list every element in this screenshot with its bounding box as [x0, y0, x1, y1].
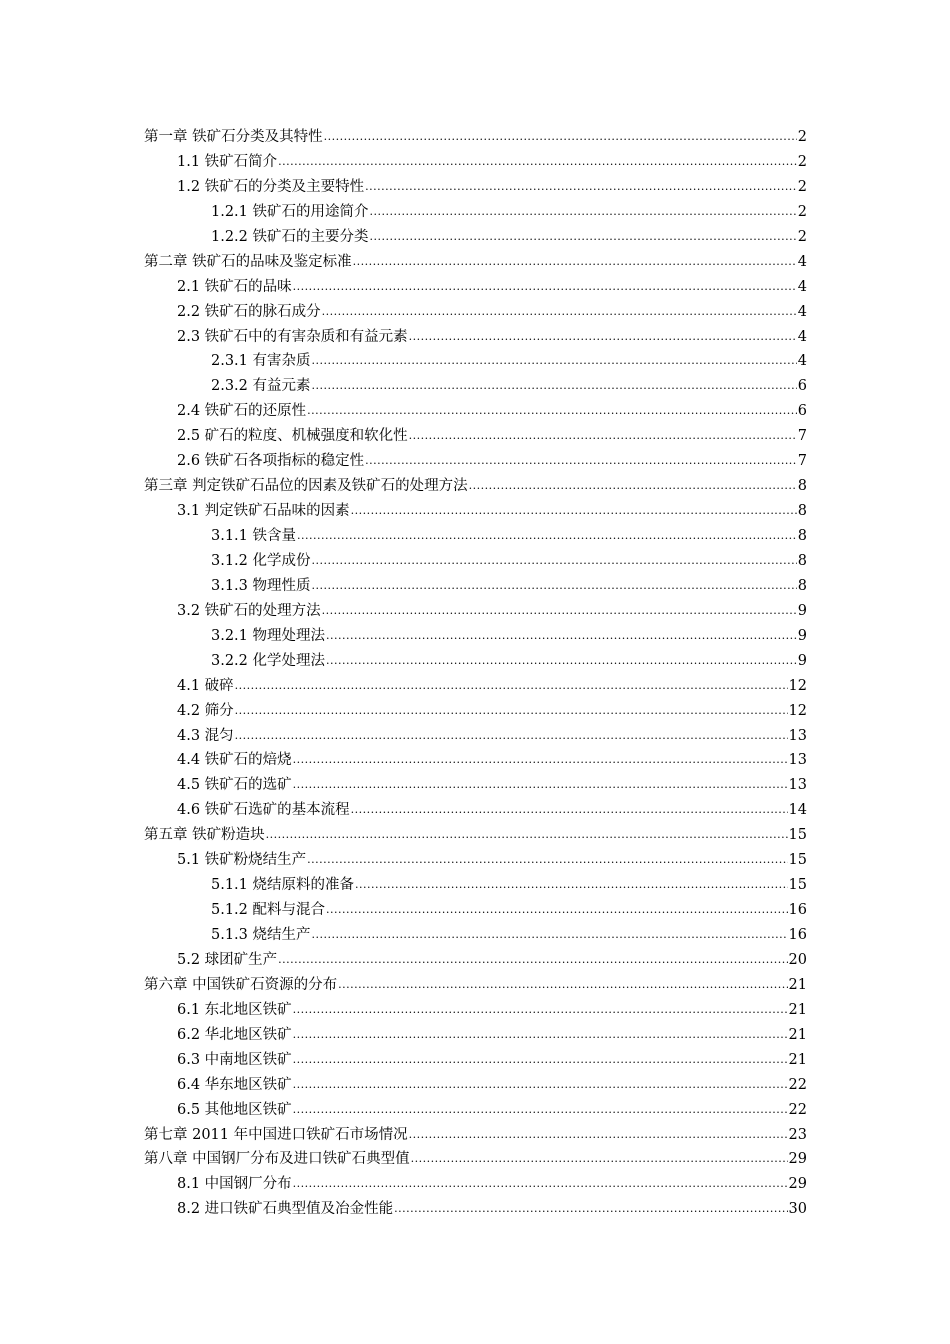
- toc-entry-title: 3.2 铁矿石的处理方法: [177, 602, 321, 619]
- toc-entry-page-number: 14: [788, 802, 807, 819]
- toc-dot-leader: [312, 373, 797, 399]
- toc-entry-page-number: 23: [788, 1126, 807, 1143]
- toc-entry[interactable]: [144, 948, 807, 973]
- toc-dot-leader: [235, 673, 788, 699]
- toc-entry[interactable]: [144, 699, 807, 724]
- toc-dot-leader: [266, 822, 788, 848]
- toc-entry[interactable]: [144, 574, 807, 599]
- toc-entry-page-number: 7: [797, 453, 807, 470]
- toc-entry-title: 5.1.3 烧结生产: [211, 927, 311, 943]
- toc-entry-title: 2.6 铁矿石各项指标的稳定性: [177, 453, 365, 470]
- toc-entry-title: 4.5 铁矿石的选矿: [177, 777, 292, 794]
- toc-entry-page-number: 6: [797, 378, 807, 395]
- toc-dot-leader: [293, 1097, 788, 1123]
- toc-entry-title: 8.1 中国钢厂分布: [177, 1176, 292, 1193]
- toc-entry-page-number: 21: [788, 976, 807, 993]
- toc-entry-title: 第三章 判定铁矿石品位的因素及铁矿石的处理方法: [144, 478, 468, 495]
- toc-entry[interactable]: [144, 1098, 807, 1123]
- toc-entry-page-number: 9: [797, 602, 807, 619]
- toc-entry[interactable]: [144, 1023, 807, 1048]
- toc-entry-title: 6.4 华东地区铁矿: [177, 1076, 292, 1093]
- toc-dot-leader: [293, 1171, 788, 1197]
- toc-entry-title: 3.2.1 物理处理法: [211, 627, 326, 644]
- toc-entry-page-number: 8: [797, 552, 807, 569]
- toc-entry[interactable]: [144, 823, 807, 848]
- toc-dot-leader: [278, 149, 797, 175]
- toc-entry-title: 3.1.2 化学成份: [211, 552, 311, 569]
- toc-entry[interactable]: [144, 474, 807, 499]
- toc-entry-page-number: 29: [788, 1151, 807, 1168]
- toc-entry-page-number: 13: [788, 777, 807, 794]
- toc-entry-page-number: 16: [788, 902, 807, 919]
- toc-entry-page-number: 2: [797, 153, 807, 170]
- toc-entry-title: 5.1 铁矿粉烧结生产: [177, 852, 307, 869]
- toc-entry-title: 2.2 铁矿石的脉石成分: [177, 303, 321, 320]
- toc-entry[interactable]: [144, 250, 807, 275]
- toc-entry-title: 5.1.2 配料与混合: [211, 902, 326, 919]
- toc-entry[interactable]: [144, 175, 807, 200]
- toc-dot-leader: [411, 1146, 788, 1172]
- toc-dot-leader: [293, 274, 797, 300]
- toc-dot-leader: [293, 772, 788, 798]
- toc-entry-page-number: 13: [788, 727, 807, 744]
- toc-entry[interactable]: [144, 798, 807, 823]
- toc-entry-page-number: 22: [788, 1076, 807, 1093]
- toc-entry-page-number: 15: [788, 877, 807, 894]
- toc-entry-title: 第一章 铁矿石分类及其特性: [144, 129, 323, 145]
- toc-entry[interactable]: [144, 125, 807, 150]
- toc-entry-page-number: 21: [788, 1026, 807, 1043]
- toc-entry-page-number: 15: [788, 827, 807, 844]
- toc-entry[interactable]: [144, 424, 807, 449]
- toc-entry-page-number: 8: [797, 503, 807, 520]
- toc-entry-title: 3.1.3 物理性质: [211, 577, 311, 594]
- toc-dot-leader: [312, 573, 797, 599]
- toc-entry-title: 8.2 进口铁矿石典型值及冶金性能: [177, 1201, 394, 1218]
- toc-entry[interactable]: [144, 275, 807, 300]
- toc-entry-title: 4.3 混匀: [177, 727, 234, 744]
- toc-entry-title: 2.1 铁矿石的品味: [177, 278, 292, 295]
- toc-dot-leader: [307, 847, 787, 873]
- toc-entry[interactable]: [144, 1048, 807, 1073]
- toc-entry-title: 第五章 铁矿粉造块: [144, 827, 265, 844]
- toc-entry[interactable]: [144, 923, 807, 948]
- toc-entry-page-number: 9: [797, 627, 807, 644]
- toc-entry[interactable]: [144, 499, 807, 524]
- toc-entry[interactable]: [144, 998, 807, 1023]
- toc-entry-page-number: 16: [788, 927, 807, 943]
- toc-entry-title: 6.5 其他地区铁矿: [177, 1101, 292, 1118]
- toc-dot-leader: [370, 224, 797, 250]
- toc-entry-title: 2.3.2 有益元素: [211, 378, 311, 395]
- toc-entry[interactable]: [144, 773, 807, 798]
- toc-entry[interactable]: [144, 674, 807, 699]
- toc-entry-title: 3.1.1 铁含量: [211, 528, 297, 544]
- toc-entry[interactable]: [144, 973, 807, 998]
- toc-entry[interactable]: [144, 724, 807, 749]
- toc-entry-title: 第六章 中国铁矿石资源的分布: [144, 976, 338, 993]
- toc-dot-leader: [469, 473, 797, 499]
- toc-dot-leader: [235, 723, 788, 749]
- toc-dot-leader: [409, 1122, 788, 1148]
- toc-entry-title: 4.6 铁矿石选矿的基本流程: [177, 802, 350, 819]
- toc-entry-page-number: 8: [797, 478, 807, 495]
- toc-entry-page-number: 13: [788, 752, 807, 769]
- toc-entry-title: 6.1 东北地区铁矿: [177, 1001, 292, 1018]
- toc-entry-page-number: 8: [797, 528, 807, 544]
- toc-entry[interactable]: [144, 374, 807, 399]
- toc-dot-leader: [235, 698, 788, 724]
- toc-entry-title: 2.4 铁矿石的还原性: [177, 403, 307, 420]
- toc-dot-leader: [326, 648, 797, 674]
- toc-entry-page-number: 4: [797, 353, 807, 370]
- toc-dot-leader: [351, 498, 797, 524]
- toc-entry[interactable]: [144, 599, 807, 624]
- toc-entry-title: 4.4 铁矿石的焙烧: [177, 752, 292, 769]
- toc-entry-page-number: 12: [788, 702, 807, 719]
- toc-entry-title: 6.3 中南地区铁矿: [177, 1051, 292, 1068]
- toc-entry-page-number: 2: [797, 228, 807, 245]
- toc-entry[interactable]: [144, 300, 807, 325]
- toc-entry-title: 3.1 判定铁矿石品味的因素: [177, 503, 350, 520]
- toc-entry-page-number: 4: [797, 278, 807, 295]
- toc-entry-page-number: 21: [788, 1001, 807, 1018]
- toc-dot-leader: [326, 623, 797, 649]
- toc-dot-leader: [353, 249, 797, 275]
- toc-entry-page-number: 20: [788, 951, 807, 968]
- toc-dot-leader: [324, 124, 797, 150]
- toc-entry[interactable]: [144, 624, 807, 649]
- toc-entry-page-number: 12: [788, 677, 807, 694]
- toc-entry-page-number: 30: [788, 1201, 807, 1218]
- toc-entry-page-number: 9: [797, 652, 807, 669]
- toc-entry[interactable]: [144, 449, 807, 474]
- toc-entry-title: 4.1 破碎: [177, 677, 234, 694]
- toc-dot-leader: [293, 1047, 788, 1073]
- toc-dot-leader: [293, 1072, 788, 1098]
- toc-entry-page-number: 2: [797, 178, 807, 195]
- toc-entry[interactable]: [144, 150, 807, 175]
- toc-dot-leader: [409, 423, 797, 449]
- toc-entry-title: 第二章 铁矿石的品味及鉴定标准: [144, 253, 352, 270]
- toc-dot-leader: [365, 448, 797, 474]
- toc-dot-leader: [297, 523, 797, 549]
- toc-entry[interactable]: [144, 1147, 807, 1172]
- toc-entry-title: 第八章 中国钢厂分布及进口铁矿石典型值: [144, 1151, 410, 1168]
- toc-entry[interactable]: [144, 200, 807, 225]
- toc-entry[interactable]: [144, 349, 807, 374]
- toc-entry[interactable]: [144, 848, 807, 873]
- toc-entry-title: 3.2.2 化学处理法: [211, 652, 326, 669]
- toc-entry-title: 2.3.1 有害杂质: [211, 353, 311, 370]
- toc-entry-page-number: 4: [797, 253, 807, 270]
- toc-entry[interactable]: [144, 399, 807, 424]
- toc-entry-title: 第七章 2011 年中国进口铁矿石市场情况: [144, 1126, 408, 1143]
- toc-entry-title: 1.2.2 铁矿石的主要分类: [211, 228, 369, 245]
- toc-entry-page-number: 7: [797, 428, 807, 445]
- toc-entry-title: 2.5 矿石的粒度、机械强度和软化性: [177, 428, 408, 445]
- toc-entry-title: 5.1.1 烧结原料的准备: [211, 877, 355, 894]
- toc-entry[interactable]: [144, 649, 807, 674]
- toc-entry[interactable]: [144, 898, 807, 923]
- toc-entry-title: 6.2 华北地区铁矿: [177, 1026, 292, 1043]
- toc-entry-title: 2.3 铁矿石中的有害杂质和有益元素: [177, 328, 408, 345]
- toc-entry-title: 1.2.1 铁矿石的用途简介: [211, 203, 369, 220]
- toc-dot-leader: [278, 947, 787, 973]
- toc-dot-leader: [355, 872, 788, 898]
- toc-dot-leader: [293, 747, 788, 773]
- toc-entry[interactable]: [144, 748, 807, 773]
- toc-entry-title: 5.2 球团矿生产: [177, 951, 278, 968]
- toc-dot-leader: [370, 199, 797, 225]
- toc-dot-leader: [322, 598, 797, 624]
- toc-entry-page-number: 2: [797, 203, 807, 220]
- toc-dot-leader: [312, 548, 797, 574]
- toc-entry[interactable]: [144, 225, 807, 250]
- toc-dot-leader: [409, 324, 797, 350]
- toc-entry-page-number: 21: [788, 1051, 807, 1068]
- toc-dot-leader: [394, 1196, 787, 1222]
- toc-entry-title: 4.2 筛分: [177, 702, 234, 719]
- toc-dot-leader: [326, 897, 788, 923]
- toc-entry[interactable]: [144, 549, 807, 574]
- toc-dot-leader: [293, 997, 788, 1023]
- table-of-contents: [144, 125, 807, 1222]
- toc-entry-page-number: 6: [797, 403, 807, 420]
- toc-dot-leader: [338, 972, 787, 998]
- toc-entry-title: 1.1 铁矿石简介: [177, 153, 278, 170]
- toc-dot-leader: [365, 174, 797, 200]
- toc-dot-leader: [312, 922, 788, 948]
- toc-entry[interactable]: [144, 1172, 807, 1197]
- toc-dot-leader: [312, 348, 797, 374]
- toc-entry[interactable]: [144, 1073, 807, 1098]
- toc-entry-page-number: 22: [788, 1101, 807, 1118]
- toc-entry[interactable]: [144, 873, 807, 898]
- toc-entry[interactable]: [144, 524, 807, 549]
- toc-entry-title: 1.2 铁矿石的分类及主要特性: [177, 178, 365, 195]
- toc-dot-leader: [322, 299, 797, 325]
- toc-entry-page-number: 4: [797, 328, 807, 345]
- toc-entry-page-number: 2: [797, 129, 807, 145]
- toc-dot-leader: [293, 1022, 788, 1048]
- toc-entry[interactable]: [144, 325, 807, 350]
- toc-entry[interactable]: [144, 1123, 807, 1148]
- toc-entry-page-number: 8: [797, 577, 807, 594]
- toc-entry-page-number: 4: [797, 303, 807, 320]
- toc-dot-leader: [307, 398, 797, 424]
- toc-entry-page-number: 29: [788, 1176, 807, 1193]
- toc-entry[interactable]: [144, 1197, 807, 1222]
- toc-dot-leader: [351, 797, 788, 823]
- toc-entry-page-number: 15: [788, 852, 807, 869]
